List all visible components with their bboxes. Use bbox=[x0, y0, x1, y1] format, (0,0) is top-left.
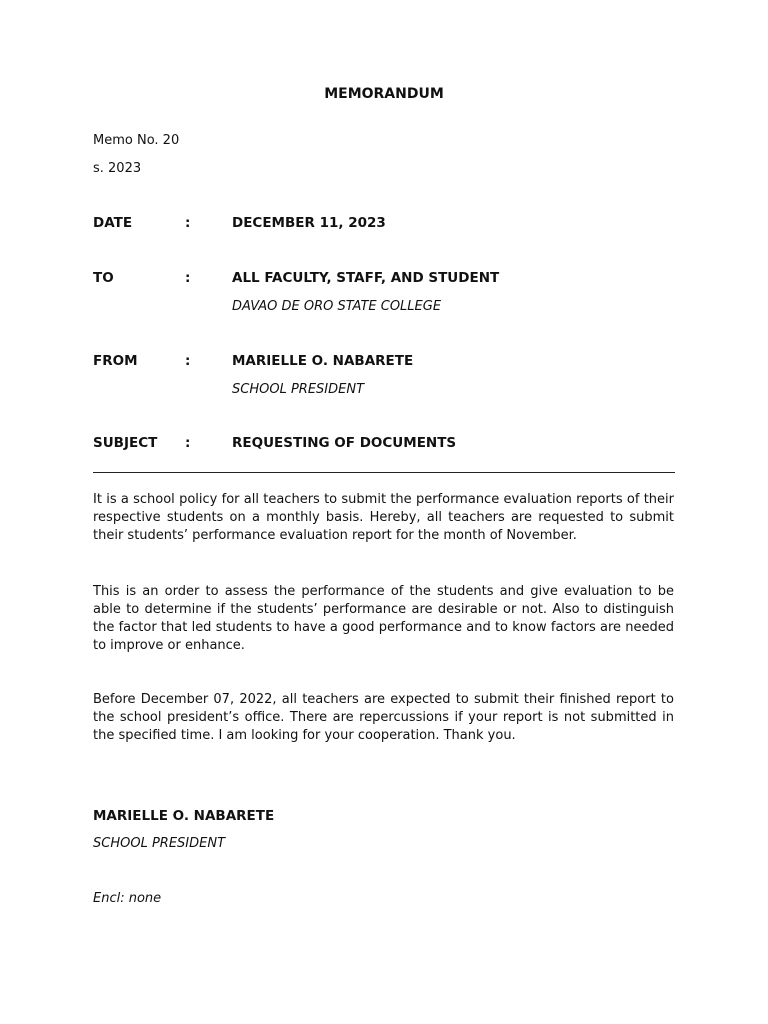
to-subtext: DAVAO DE ORO STATE COLLEGE bbox=[232, 299, 442, 314]
subject-label: SUBJECT bbox=[93, 435, 158, 451]
enclosure-note: Encl: none bbox=[93, 891, 162, 906]
to-value: ALL FACULTY, STAFF, AND STUDENT bbox=[232, 270, 500, 286]
date-label: DATE bbox=[93, 215, 133, 231]
body-paragraph-3: Before December 07, 2022, all teachers are expected to submit their finished report to the school president’s office. There are repercussions if your report is not submitted in the specified time. I am looking for your cooperation. Thank you. bbox=[93, 692, 674, 743]
from-value: MARIELLE O. NABARETE bbox=[232, 353, 414, 369]
date-value: DECEMBER 11, 2023 bbox=[232, 215, 386, 231]
document-title: MEMORANDUM bbox=[324, 86, 444, 102]
from-label: FROM bbox=[93, 353, 138, 369]
memo-number: Memo No. 20 bbox=[93, 133, 180, 148]
to-colon: : bbox=[185, 270, 191, 286]
signatory-title: SCHOOL PRESIDENT bbox=[93, 836, 226, 851]
from-colon: : bbox=[185, 353, 191, 369]
header-divider bbox=[93, 472, 675, 473]
to-label: TO bbox=[93, 270, 114, 286]
body-paragraph-1: It is a school policy for all teachers to submit the performance evaluation reports of their respective students on a monthly basis. Hereby, all teachers are requested to submit their students’ performance evaluation report for the month of November. bbox=[93, 492, 674, 543]
body-paragraph-2: This is an order to assess the performance of the students and give evaluation to be able to determine if the students’ performance are desirable or not. Also to distinguish the factor that led students to have a good performance and to know factors are needed to improve or enhance. bbox=[93, 584, 674, 653]
signatory-name: MARIELLE O. NABARETE bbox=[93, 808, 275, 824]
from-subtext: SCHOOL PRESIDENT bbox=[232, 382, 365, 397]
subject-colon: : bbox=[185, 435, 191, 451]
subject-value: REQUESTING OF DOCUMENTS bbox=[232, 435, 457, 451]
memo-series: s. 2023 bbox=[93, 161, 142, 176]
date-colon: : bbox=[185, 215, 191, 231]
